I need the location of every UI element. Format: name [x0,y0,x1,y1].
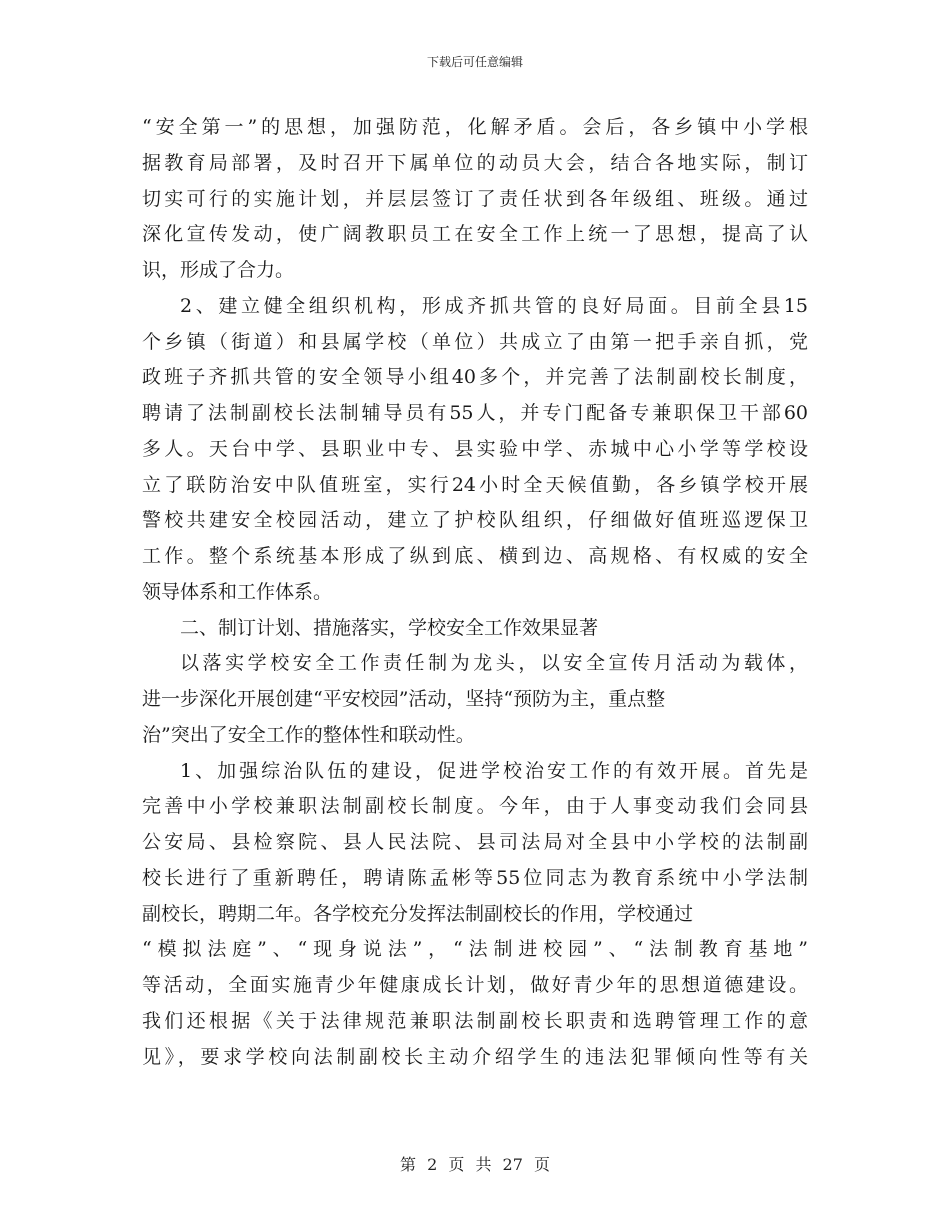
text-line: 领导体系和工作体系。 [142,580,333,603]
text-line: 个乡镇（街道）和县属学校（单位）共成立了由第一把手亲自抓，党 [142,330,808,353]
text-line: 完善中小学校兼职法制副校长制度。今年，由于人事变动我们会同县 [142,795,808,818]
text-line: 工作。整个系统基本形成了纵到底、横到边、高规格、有权威的安全 [142,545,808,567]
text-line: 聘请了法制副校长法制辅导员有55人，并专门配备专兼职保卫干部60 [142,402,808,424]
text-line: “模拟法庭”、“现身说法”，“法制进校园”、“法制教育基地” [142,938,808,961]
text-line: 切实可行的实施计划，并层层签订了责任状到各年级组、班级。通过 [142,187,808,210]
text-line: 治”突出了安全工作的整体性和联动性。 [142,723,475,746]
text-line: 公安局、县检察院、县人民法院、县司法局对全县中小学校的法制副 [142,831,808,853]
text-line: 以落实学校安全工作责任制为龙头，以安全宣传月活动为载体， [180,652,808,675]
text-line: 识，形成了合力。 [142,259,295,281]
text-line: 等活动，全面实施青少年健康成长计划，做好青少年的思想道德建设。 [142,974,808,996]
text-line: 我们还根据《关于法律规范兼职法制副校长职责和选聘管理工作的意 [142,1009,808,1032]
text-line: 警校共建安全校园活动，建立了护校队组织，仔细做好值班巡逻保卫 [142,509,808,532]
page-header: 下载后可任意编辑 [426,55,523,69]
text-line: 深化宣传发动，使广阔教职员工在安全工作上统一了思想，提高了认 [142,223,808,246]
text-line: 进一步深化开展创建“平安校园”活动，坚持“预防为主，重点整 [142,688,666,710]
page-footer: 第 2 页 共 27 页 [400,1155,550,1174]
text-line: 2、建立健全组织机构，形成齐抓共管的良好局面。目前全县15 [180,294,808,317]
text-line: 据教育局部署，及时召开下属单位的动员大会，结合各地实际，制订 [142,151,808,174]
text-line: 立了联防治安中队值班室，实行24小时全天候值勤，各乡镇学校开展 [142,473,808,496]
text-line: 多人。天台中学、县职业中专、县实验中学、赤城中心小学等学校设 [142,437,808,460]
text-line: 副校长，聘期二年。各学校充分发挥法制副校长的作用，学校通过 [142,902,694,925]
text-line: 见》，要求学校向法制副校长主动介绍学生的违法犯罪倾向性等有关 [142,1045,808,1068]
text-line: 政班子齐抓共管的安全领导小组40多个，并完善了法制副校长制度， [142,366,808,389]
text-line: 1、加强综治队伍的建设，促进学校治安工作的有效开展。首先是 [180,759,808,782]
text-line: 校长进行了重新聘任，聘请陈孟彬等55位同志为教育系统中小学法制 [142,866,808,889]
text-line: 二、制订计划、措施落实，学校安全工作效果显著 [180,616,599,639]
document-body [142,110,808,1075]
text-line: “安全第一”的思想，加强防范，化解矛盾。会后，各乡镇中小学根 [142,116,808,138]
